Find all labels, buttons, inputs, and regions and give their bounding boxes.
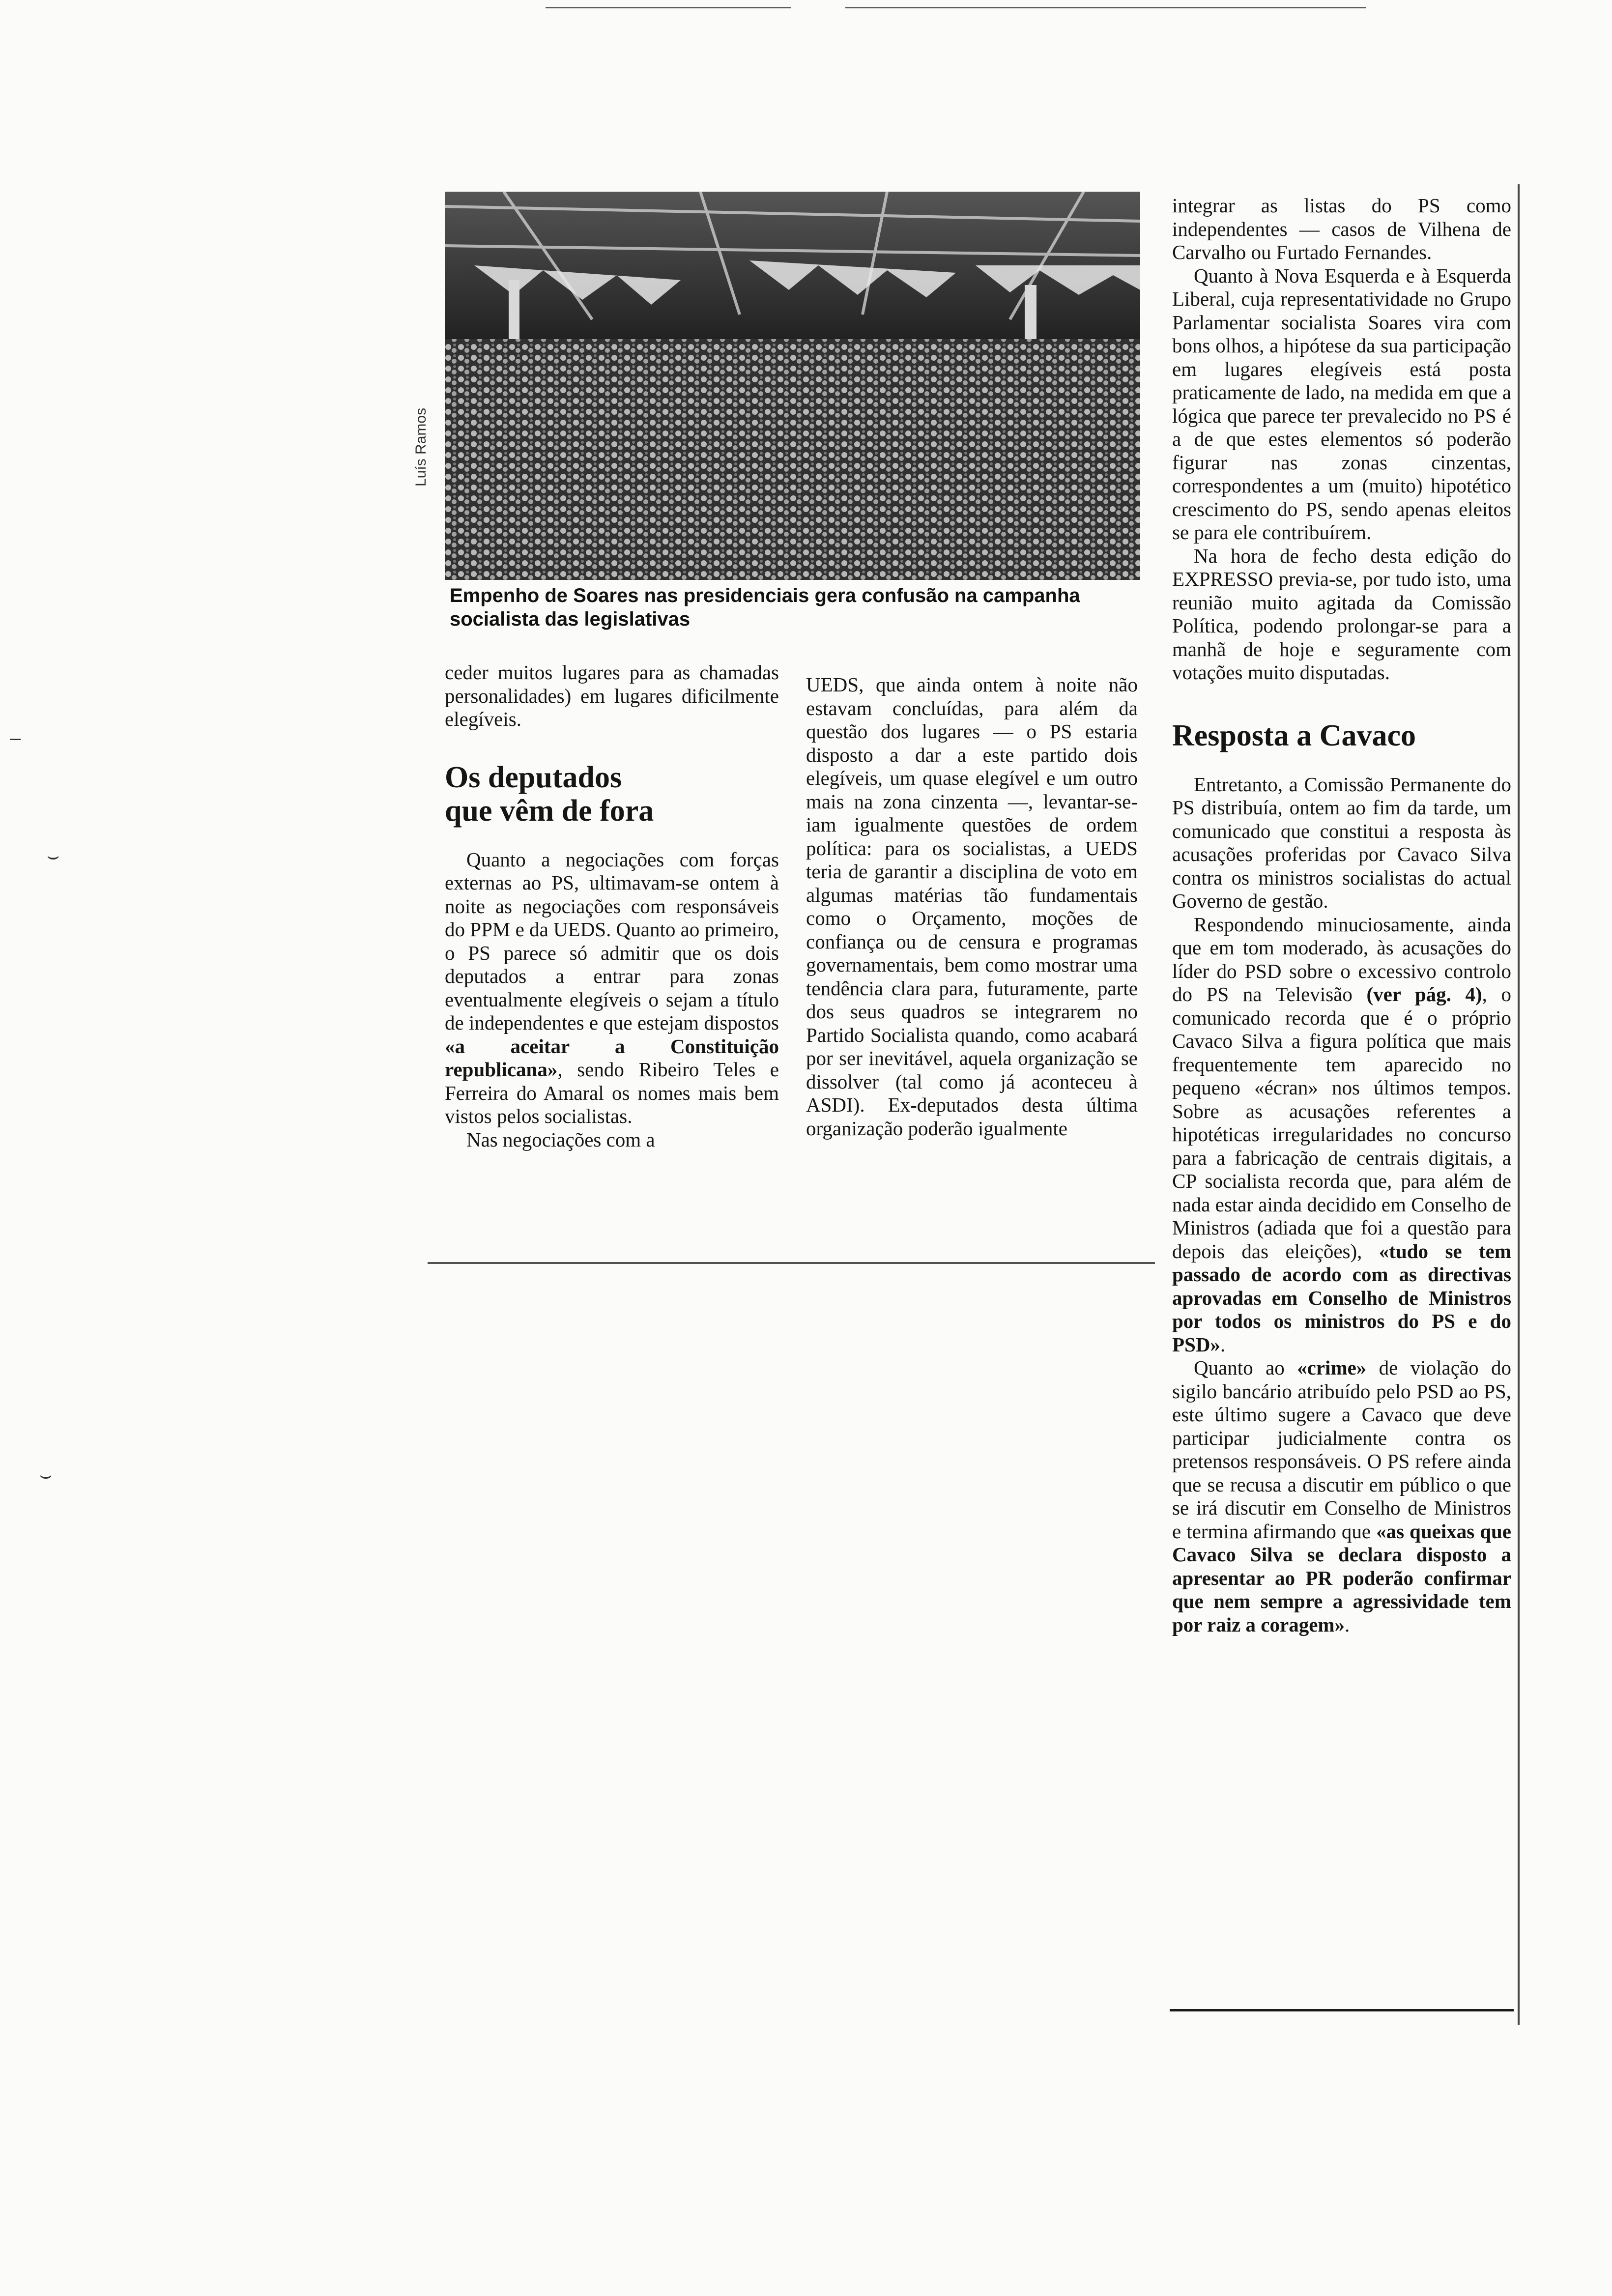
article-end-rule <box>1170 2009 1514 2011</box>
col1-paragraph-3: Nas negociações com a <box>466 1128 655 1151</box>
scan-mark-3: ⌣ <box>39 1464 53 1486</box>
column-2 <box>806 673 1138 1140</box>
subheading-resposta-cavaco: Resposta a Cavaco <box>1172 718 1416 752</box>
scan-mark-1: – <box>10 727 21 749</box>
col1-paragraph-2: Quanto a negociações com forças externas ao PS, ultimavam-se ontem à noite as negociações com responsáveis do PPM e da UEDS. Quanto ao primeiro, o PS parece só admitir que os dois deputados a entrar para zonas eventualmente elegíveis o sejam a título de independentes e que estejam dispostos «a aceitar a Constituição republicana», sendo Ribeiro Teles e Ferreira do Amaral os nomes mais bem vistos pelos socialistas. <box>445 848 779 1127</box>
subheading-deputados-line1: Os deputados <box>445 760 622 794</box>
top-rule-right <box>845 7 1366 8</box>
column-3 <box>1172 194 1511 1636</box>
scan-mark-2: ⌣ <box>47 845 60 867</box>
col3-paragraph-3: Na hora de fecho desta edição do EXPRESSO previa-se, por tudo isto, uma reunião muito agitada da Comissão Política, podendo prolongar-se para a manhã de hoje e seguramente com votações muito disputadas. <box>1172 544 1511 684</box>
section-rule <box>428 1262 1155 1264</box>
col3-paragraph-4: Entretanto, a Comissão Permanente do PS distribuía, ontem ao fim da tarde, um comunicado que constitui a resposta às acusações proferidas por Cavaco Silva contra os ministros socialistas do actual Governo de gestão. <box>1172 773 1511 912</box>
subheading-deputados-line2: que vêm de fora <box>445 794 654 828</box>
photo-caption: Empenho de Soares nas presidenciais gera confusão na campanha socialista das legislativas <box>450 585 1080 630</box>
col3-paragraph-5: Respondendo minuciosamente, ainda que em tom moderado, às acusações do líder do PSD sobre o excessivo controlo do PS na Televisão (ver pág. 4), o comunicado recorda que é o próprio Cavaco Silva a figura política que mais frequentemente tem aparecido no pequeno «écran» nos últimos tempos. Sobre as acusações referentes a hipotéticas irregularidades no concurso para a fabricação de centrais digitais, a CP socialista recorda que, para além de nada estar ainda decidido em Conselho de Ministros (adiada que foi a questão para depois das eleições), «tudo se tem passado de acordo com as directivas aprovadas em Conselho de Ministros por todos os ministros do PS e do PSD». <box>1172 913 1511 1356</box>
col1-paragraph-1: ceder muitos lugares para as chamadas personalidades) em lugares dificilmente elegíveis. <box>445 661 779 730</box>
col3-paragraph-1: integrar as listas do PS como independentes — casos de Vilhena de Carvalho ou Furtado Fernandes. <box>1172 194 1511 263</box>
photo-credit: Luís Ramos <box>413 407 429 487</box>
right-vertical-rule <box>1518 184 1520 2025</box>
photo-assembly-hall <box>445 192 1140 580</box>
col3-paragraph-2: Quanto à Nova Esquerda e à Esquerda Liberal, cuja representatividade no Grupo Parlamentar socialista Soares vira com bons olhos, a hipótese da sua participação em lugares elegíveis está posta praticamente de lado, na medida em que a lógica que parece ter prevalecido no PS é a de que estes elementos só poderão figurar nas zonas cinzentas, correspondentes a um (muito) hipotético crescimento do PS, sendo apenas eleitos se para ele contribuírem. <box>1172 264 1511 544</box>
column-1 <box>445 661 779 1151</box>
col3-paragraph-6: Quanto ao «crime» de violação do sigilo bancário atribuído pelo PSD ao PS, este último sugere a Cavaco que deve participar judicialmente contra os pretensos responsáveis. O PS refere ainda que se recusa a discutir em público o que se irá discutir em Conselho de Ministros e termina afirmando que «as queixas que Cavaco Silva se declara disposto a apresentar ao PR poderão confirmar que nem sempre a agressividade tem por raiz a coragem». <box>1172 1356 1511 1636</box>
col2-paragraph-1: UEDS, que ainda ontem à noite não estavam concluídas, para além da questão dos lugares — o PS estaria disposto a dar a este partido dois elegíveis, um quase elegível e um outro mais na zona cinzenta —, levantar-se-iam igualmente questões de ordem política: para os socialistas, a UEDS teria de garantir a disciplina de voto em algumas matérias tão fundamentais como o Orçamento, moções de confiança ou de censura e programas governamentais, bem como mostrar uma tendência clara para, futuramente, parte dos seus quadros se integrarem no Partido Socialista quando, como acabará por ser inevitável, aquela organização se dissolver (tal como já aconteceu à ASDI). Ex-deputados desta última organização poderão igualmente <box>806 673 1138 1140</box>
top-rule-left <box>546 7 791 8</box>
